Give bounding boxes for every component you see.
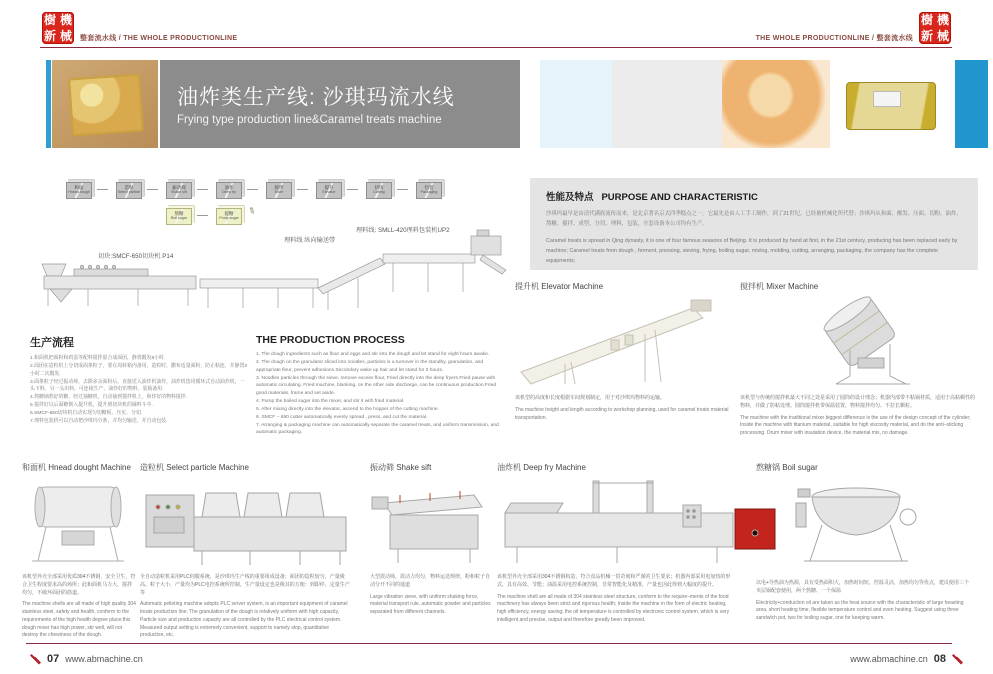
banner-gray-block [612, 60, 722, 148]
flow-step-label-en: Hnead dough [68, 189, 90, 194]
drawing-label-packer: 理料线: SMLL-420理料包装机UP2 [356, 227, 450, 234]
process-step: 2. The dough on the granulator sliced into noodles, particles is a turnover in the standby, granulation, and appropriate flour, prevent adhesions.Secondary wake up hair and let stand for 2 hours. [256, 359, 484, 373]
machine-desc-cn: 该机型外壳全部采用304不锈钢构造，符合食品机械一贯苛刻和严谨的卫生要求；机器内部采用电加热的形式，具有高效、节能；油温采用电控系统控制，非常智能化及精准，产量也因此得到大幅度的提升。 [497, 574, 731, 588]
flow-step-label-cn: 提糖 [224, 211, 234, 217]
footer-left [30, 653, 143, 665]
machine-title: 搅拌机 Mixer Machine [740, 282, 819, 291]
machine-desc-en: Large vibration sieve, with uniform shaking force, material transport rule, automatic powder and particles separated from different channels. [370, 593, 491, 615]
flow-step-knead [66, 182, 92, 199]
flow-step-sieve [166, 182, 192, 199]
footer-rule [26, 643, 952, 644]
seal-char: 機 [59, 13, 72, 27]
machine-title: 熬糖锅 Boil sugar [756, 463, 818, 472]
purpose-title-en: PURPOSE AND CHARACTERISTIC [601, 192, 758, 203]
machine-title: 和面机 Hnead dought Machine [22, 463, 131, 472]
seal-char: 新 [920, 29, 933, 43]
page-number-left: 07 [47, 653, 60, 665]
flow-connector [397, 189, 408, 190]
flow-step-label-cn: 提升 [324, 185, 334, 191]
section-title: THE PRODUCTION PROCESS [256, 334, 405, 346]
flow-step-label-en: Pump sugar [219, 215, 239, 220]
flow-step-label-cn: 振动筛 [172, 185, 186, 191]
production-line-drawing [28, 222, 510, 324]
flow-step-label-en: Packaging [420, 189, 438, 194]
process-step: 5. After mixing directly into the elevator, ascend to the hopper of the cutting machine. [256, 406, 439, 412]
machine-title: 提升机 Elevator Machine [515, 282, 604, 291]
boiler-photo [756, 473, 970, 569]
flow-connector [97, 189, 108, 190]
process-step: 7. Arranging & packaging machine can automatically separate the caramel treats, and uniform transmission, and automatic packaging. [256, 422, 499, 436]
header-rule [40, 47, 952, 48]
banner-photo-caramel-treat [52, 60, 158, 148]
pencil-icon: ✎ [246, 204, 258, 218]
drawing-label-cutter: 切块:SMCF-650切块机 P14 [98, 253, 174, 260]
machine-desc-cn: 该机型的高度和长度根据车间规划制定，用于对沙琪玛物料的运输。 [515, 395, 666, 401]
machine-sieve [370, 462, 492, 621]
seal-char: 新 [43, 29, 56, 43]
flow-step-label-cn: 包装 [424, 185, 434, 191]
seal-char: 械 [59, 29, 72, 43]
machine-mixer [740, 281, 978, 442]
machine-desc-cn: 以电+导热油为热源，具有受热面积大，加热时间短，控温灵活，加热均匀等优点，建议使用三个夹层锅配套使用，两个熬糖、一个保温 [756, 580, 969, 594]
footer-right [850, 653, 963, 665]
flow-step-label-cn: 熬糖 [174, 211, 184, 217]
banner-blue-strip-left [46, 60, 51, 148]
machine-desc-en: The machine shell are all made of 304 stainless steel structure, conform to the require–ments of the food machinery has always been strict and rigorous health; Inside the machine in the form of electric heating, high efficiency, energy saving; the oil temperature is controlled by electronic control system, which is very intelligent and precise, output and therefore greatly been improved. [497, 593, 730, 623]
flow-step-label-cn: 造粒 [124, 185, 134, 191]
machine-title: 造粒机 Select particle Machine [140, 463, 249, 472]
process-step: 7.理料包装机可以自动把沙琪玛分条，并均匀输送，并自动包装. [30, 418, 168, 424]
fryer-photo [497, 473, 777, 569]
seal-char: 樹 [43, 13, 56, 27]
purpose-body-cn: 沙琪玛最早是由清代满族流传而来，是北京著名京式四季糕点之一。它最先是由人工手工制作，到了21世纪，已经被机械化所代替；沙琪玛从和面、醒发、压面、切粉、油炸、熬糖、搅拌、成型、分切、理料、包装，全套设备本公司均有生产。 [546, 211, 962, 227]
flow-connector [147, 189, 158, 190]
machine-desc-en: The machine shells are all made of high quality 304 stainless steel, safety and health, conform to the requirements of the high health degree place;this dough mixer has high power, stir well, will not destroy the chewiness of the dough. [22, 601, 136, 639]
flow-step-label-cn: 切块 [374, 185, 384, 191]
section-title: 生产流程 [30, 337, 74, 349]
seal-char: 樹 [920, 13, 933, 27]
website-url: www.abmachine.cn [850, 654, 928, 664]
purpose-title-cn: 性能及特点 [546, 192, 594, 203]
sieve-photo [370, 473, 492, 569]
wrench-icon [952, 654, 963, 665]
process-step: 6. SMCF – 650 cutter automatically evenly spread , press, and cut the material. [256, 414, 428, 420]
purpose-section [530, 178, 978, 270]
production-process-cn [30, 334, 248, 426]
process-step: 3.面条粒子经过振动筛，去除多余面粉后，直接送入油炸机油炸，油炸机选用循环式自动油炸机，一头下料，另一头出料，可连续生产，油炸好的物料，装箱备用. [30, 379, 245, 393]
machine-desc-cn: 该机型与传统的搅拌机最大不同之处是采用了圆筒的设计理念；机器内部带不粘锅材质，适用于高粘稠性的物料，并做了防粘处理。圆筒搅拌机带保温装置，物料搅拌均匀、不拉长颗粒。 [740, 395, 976, 409]
flow-step-mix [266, 182, 292, 199]
process-step: 6.SMCF-650切块机自动实现匀切糖板，压实，分切. [30, 410, 143, 416]
process-step: 4. Pump the boiled sugar into the mixer, and stir it with fried material. [256, 399, 405, 405]
page-title-cn: 油炸类生产线: 沙琪玛流水线 [177, 86, 455, 109]
page-title-en: Frying type production line&Caramel treats machine [177, 114, 442, 126]
production-process-en [256, 334, 506, 437]
brand-seal-right [919, 12, 951, 44]
machine-desc-en: Automatic pelleting machine adopts PLC server system, is an important equipment of caramel treats production line; The granulation of the dough is relatively uniform with high capacity, Particle size and production capacity are all controlled by the PLC electrical control system. Measured output setting is extremely convenient, support to namely stop, quantitative production, etc. [140, 601, 348, 639]
machine-knead [22, 462, 136, 644]
banner-paleblue-block [540, 60, 612, 148]
flow-step-label-cn: 搅拌 [274, 185, 284, 191]
machine-title: 油炸机 Deep fry Machine [497, 463, 586, 472]
flow-step-label-en: Boil sugar [171, 215, 187, 220]
wrench-icon [30, 654, 41, 665]
flow-step-pack [416, 182, 442, 199]
machine-granulator [140, 462, 352, 644]
flow-step-label-en: Shake sift [171, 189, 187, 194]
machine-desc-cn: 全自动造粒机采用PLC伺服系统，是沙琪玛生产线的重要组成设备；面团的造粒较匀，产量极高。粒子大小、产量均为PLC电控系统所控制。生产量设定也是极其的方便：到即停、定量生产等 [140, 574, 350, 596]
flow-connector [197, 189, 208, 190]
machine-desc-cn: 该机型外壳全部采用优质304不锈钢，安全卫生，符合卫生程度要求高的场所；此和面机马力大、搅拌均匀，不破坏面团的筋道。 [22, 574, 136, 596]
flow-step-label-en: Mixer [274, 189, 284, 194]
process-step: 3. Noodles particles through the sieve, remove excess flour, Fried directly into the deep fryers.Fried pause with automatic circulating. Fried machine, blanking, on the other side discharge, can be continuous production.Fried good materials, frame and set aside. [256, 375, 497, 397]
machine-desc-en: Electricity+conduction oil are taken as the heat source with the characteristic of large heasting area, short heating time, flexible temperature control and even heating. Suggest using three sandwich pot, two for boiling sugar, one for keeping warm. [756, 599, 964, 621]
granulator-photo [140, 473, 352, 569]
machine-elevator [515, 281, 737, 426]
flow-connector [347, 189, 358, 190]
process-step: 4.熬糖锅熬好的糖，经过抽糖机，自动抽到搅拌机上，和炸好的物料搅拌. [30, 395, 188, 401]
flow-step-fry [216, 182, 242, 199]
website-url: www.abmachine.cn [65, 654, 143, 664]
elevator-photo [515, 292, 737, 390]
flow-connector [197, 215, 208, 216]
machine-boiler [756, 462, 970, 627]
drawing-label-conveyor: 理料线 纵向输送带 [284, 237, 336, 244]
page-number-right: 08 [933, 653, 946, 665]
flow-step-label-cn: 油炸 [224, 185, 234, 191]
banner-title-panel [160, 60, 520, 148]
flow-step-label-en: Deep fry [222, 189, 236, 194]
seal-char: 械 [936, 29, 949, 43]
process-step: 5.搅拌好以后面糖倒入提升机，提升到切块机的铺料斗中. [30, 403, 153, 409]
seal-char: 機 [936, 13, 949, 27]
machine-desc-en: The machine height and length according to workshop planning, used for caramel treats material transportation. [515, 406, 729, 421]
machine-fryer [497, 462, 735, 629]
machine-desc-cn: 大型震动筛，震动力均匀，物料运送规律，粉和粒子自动分开不同的通道 [370, 574, 491, 588]
package-label [873, 91, 901, 107]
flow-step-label-en: Cutting [373, 189, 385, 194]
flow-step-label-en: Select particle [117, 189, 141, 194]
machine-title: 振动筛 Shake sift [370, 463, 432, 472]
tagline-left: 整套流水线 / THE WHOLE PRODUCTIONLINE [80, 35, 238, 42]
flow-step-elevate [316, 182, 342, 199]
flow-connector [247, 189, 258, 190]
process-step: 1.和面机把面粉和鸡蛋等配料搅拌混合成面团，静置醒发8小时. [30, 356, 166, 361]
brand-seal-left [42, 12, 74, 44]
banner-photo-package [832, 60, 948, 148]
machine-desc-en: The machine with the traditional mixer biggest difference is the use of the design concept of the cylinder; Inside the machine with titanium material, suitable for high viscosity material, and do the anti–sticking processing. Drum mixer with insulation device, the material mix, no damage. [740, 414, 971, 436]
banner-photo-caramel-closeup [722, 60, 830, 148]
packaged-product-image [846, 82, 936, 130]
banner-blue-block-right [955, 60, 988, 148]
flow-step-cut [366, 182, 392, 199]
flow-connector [297, 189, 308, 190]
flow-step-label-en: Elevator [322, 189, 336, 194]
mixer-photo [740, 292, 978, 390]
process-step: 1. The dough ingredients such as flour and eggs and stir into the dough and let stand for eight hours awake. [256, 352, 490, 357]
tagline-right: THE WHOLE PRODUCTIONLINE / 整套流水线 [755, 35, 913, 42]
knead-photo [22, 473, 136, 569]
flow-step-label-cn: 和面 [74, 185, 84, 191]
caramel-treat-image [68, 74, 144, 137]
purpose-body-en: Caramel treats is spread in Qing dynasty, it is one of four famous seasons of Beijing. It is produced by hand at first, in the 21st century, producing has been replaced early by machine; Caramel treats from dough , ferment, pressing, sieving, frying, boiling sugar, mixing, molding, cutting, arranging, packaging, the company has the complete equipments; [546, 238, 958, 264]
flow-step-granulate [116, 182, 142, 199]
process-step: 2.面团在造粒机上分切成面条粒子，要在周转箱内备用，造粒时，撒布适量面粉，防止粘连，并静置2小时二次醒发. [30, 363, 248, 377]
